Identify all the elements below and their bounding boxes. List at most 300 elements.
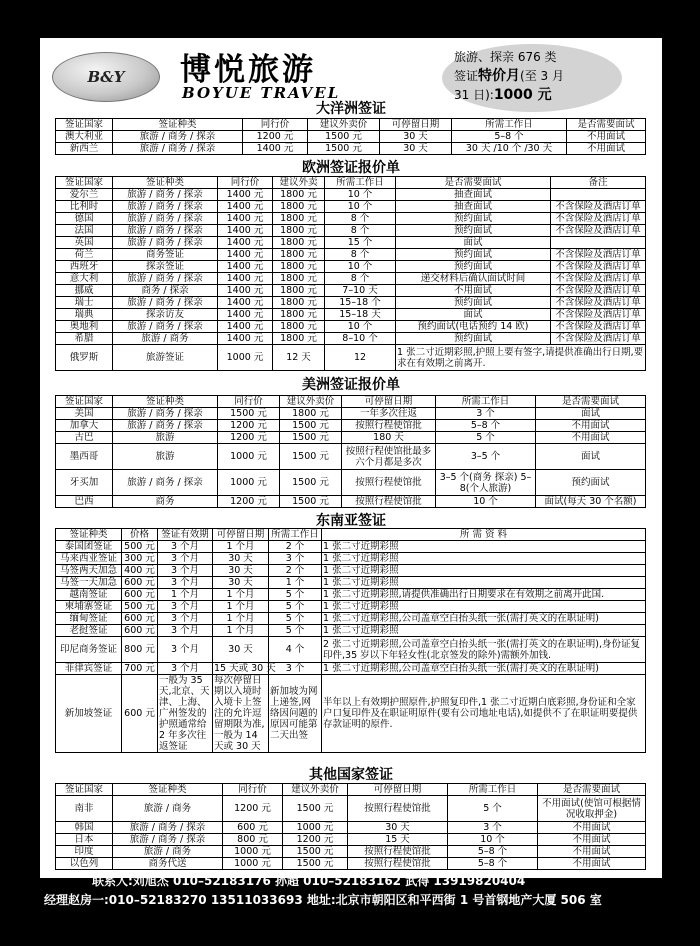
table-cell: 旅游 / 商务 / 探亲	[113, 201, 218, 213]
table-cell: 不用面试	[538, 834, 646, 846]
column-header: 建议外卖	[273, 177, 325, 189]
table-cell: 西班牙	[56, 261, 113, 273]
table-cell: 预约面试	[536, 470, 646, 496]
table-cell: 1400 元	[218, 321, 273, 333]
table-cell: 1 张二寸近期彩照	[322, 625, 646, 637]
table-cell: 马签一天加急	[56, 577, 122, 589]
table-cell: 30 天	[213, 553, 269, 565]
table-cell: 抽查面试	[396, 189, 551, 201]
table-cell: 1 个月	[213, 613, 269, 625]
table-cell: 8 个	[325, 273, 396, 285]
table-cell: 300 元	[122, 553, 158, 565]
table-row	[56, 496, 646, 508]
column-header: 签证国家	[56, 177, 113, 189]
table-header-row	[56, 529, 646, 541]
table-cell: 1800 元	[273, 285, 325, 297]
column-header: 可停留日期	[380, 119, 452, 131]
price-sheet	[40, 38, 662, 878]
table-cell: 1800 元	[273, 249, 325, 261]
table-cell: 美国	[56, 408, 113, 420]
table-row	[56, 249, 646, 261]
table-cell: 5–8 个	[436, 420, 536, 432]
america-table	[55, 395, 646, 508]
table-cell: 1200 元	[243, 131, 308, 143]
table-cell: 不含保险及酒店订单	[551, 297, 646, 309]
table-cell: 10 个	[436, 496, 536, 508]
table-cell: 1800 元	[273, 225, 325, 237]
table-cell: 15 个	[325, 237, 396, 249]
table-cell: 面试	[536, 444, 646, 470]
column-header: 签证国家	[56, 119, 113, 131]
table-cell: 不用面试	[396, 285, 551, 297]
table-cell: 1000 元	[283, 822, 348, 834]
table-cell: 瑞士	[56, 297, 113, 309]
table-cell: 700 元	[122, 663, 158, 675]
table-cell: 1 张二寸近期彩照,公司盖章空白抬头纸一张(需打英文的在职证明)	[322, 613, 646, 625]
table-cell: 按照行程使馆批	[342, 420, 436, 432]
table-cell: 按照行程使馆批	[342, 470, 436, 496]
table-row	[56, 565, 646, 577]
table-row	[56, 261, 646, 273]
europe-table	[55, 176, 646, 371]
table-cell: 8–10 个	[325, 333, 396, 345]
table-cell: 不用面试	[536, 432, 646, 444]
table-row	[56, 796, 646, 822]
table-cell: 不含保险及酒店订单	[551, 213, 646, 225]
table-cell: 1500 元	[280, 432, 342, 444]
table-cell: 2 张二寸近期彩照,公司盖章空白抬头纸一张(需打英文的在职证明),身份证复印件,35 岁以下年轻女性(北京签发的除外)需额外加钱.	[322, 637, 646, 663]
table-cell: 古巴	[56, 432, 113, 444]
column-header: 是否需要面试	[396, 177, 551, 189]
table-cell: 3 个月	[158, 577, 213, 589]
table-cell: 商务签证	[113, 249, 218, 261]
table-header-row	[56, 396, 646, 408]
table-cell: 600 元	[122, 675, 158, 753]
table-cell: 旅游 / 商务 / 探亲	[113, 470, 218, 496]
table-row	[56, 675, 646, 753]
table-row	[56, 225, 646, 237]
table-cell: 1500 元	[308, 143, 380, 155]
table-cell: 一般为 35 天,北京、天津、上海、广州签发的护照通常给 2 年多次往返签证	[158, 675, 213, 753]
table-cell: 荷兰	[56, 249, 113, 261]
table-cell: 牙买加	[56, 470, 113, 496]
table-cell: 探亲访友	[113, 309, 218, 321]
promo-bubble: 旅游、探亲 676 类 签证特价月(至 3 月 31 日):1000 元	[442, 44, 622, 112]
table-cell: 马来西亚签证	[56, 553, 122, 565]
table-cell: 10 个	[325, 321, 396, 333]
table-cell: 旅游 / 商务 / 探亲	[113, 321, 218, 333]
table-cell: 8 个	[325, 249, 396, 261]
table-cell: 1000 元	[218, 345, 273, 371]
section-title-europe: 欧洲签证报价单	[302, 160, 400, 176]
table-cell: 3 个	[448, 822, 538, 834]
table-row	[56, 822, 646, 834]
table-cell: 南非	[56, 796, 113, 822]
table-cell: 1800 元	[273, 189, 325, 201]
column-header: 可停留日期	[342, 396, 436, 408]
table-cell: 抽查面试	[396, 201, 551, 213]
table-cell: 1400 元	[218, 285, 273, 297]
table-row	[56, 858, 646, 870]
table-row	[56, 637, 646, 663]
table-cell: 半年以上有效期护照原件,护照复印件,1 张二寸近期白底彩照,身份证和全家户口复印件及在职证明原件(要有公司地址电话),如提供不了在职证明要提供存款证明的原件.	[322, 675, 646, 753]
table-cell: 不含保险及酒店订单	[551, 321, 646, 333]
table-cell: 旅游 / 商务 / 探亲	[113, 213, 218, 225]
table-cell: 1800 元	[273, 213, 325, 225]
table-cell: 7–10 天	[325, 285, 396, 297]
table-cell: 1800 元	[273, 261, 325, 273]
table-cell: 不用面试	[538, 846, 646, 858]
table-cell: 1800 元	[273, 201, 325, 213]
table-cell: 30 天	[380, 143, 452, 155]
table-cell: 旅游 / 商务 / 探亲	[113, 131, 243, 143]
table-cell: 马签两天加急	[56, 565, 122, 577]
table-cell: 新加坡为网上递签,网络因问题的原因可能第二天出签	[269, 675, 322, 753]
table-row	[56, 420, 646, 432]
table-cell: 旅游 / 商务 / 探亲	[113, 420, 218, 432]
table-cell: 按照行程使馆批	[348, 796, 448, 822]
table-cell: 旅游 / 商务 / 探亲	[113, 237, 218, 249]
table-cell: 1500 元	[283, 858, 348, 870]
table-cell: 俄罗斯	[56, 345, 113, 371]
table-cell: 30 天	[213, 565, 269, 577]
table-cell: 3 个月	[158, 613, 213, 625]
column-header: 签证国家	[56, 396, 113, 408]
table-cell: 不含保险及酒店订单	[551, 249, 646, 261]
table-row	[56, 131, 646, 143]
table-cell: 旅游 / 商务 / 探亲	[113, 408, 218, 420]
section-title-southeast-asia: 东南亚签证	[316, 513, 386, 529]
table-cell: 1400 元	[218, 225, 273, 237]
column-header: 是否需要面试	[536, 396, 646, 408]
table-cell: 3 个	[436, 408, 536, 420]
table-cell: 旅游签证	[113, 345, 218, 371]
table-row	[56, 143, 646, 155]
table-cell: 3 个	[269, 553, 322, 565]
table-row	[56, 201, 646, 213]
table-cell: 1200 元	[218, 432, 280, 444]
table-cell: 1 个月	[213, 589, 269, 601]
table-cell: 旅游 / 商务 / 探亲	[113, 822, 223, 834]
section-title-america: 美洲签证报价单	[302, 377, 400, 393]
table-cell: 旅游 / 商务 / 探亲	[113, 225, 218, 237]
table-cell: 3 个月	[158, 553, 213, 565]
table-cell: 旅游	[113, 432, 218, 444]
table-cell: 4 个	[269, 637, 322, 663]
table-cell: 面试(每天 30 个名额)	[536, 496, 646, 508]
table-cell: 旅游 / 商务 / 探亲	[113, 273, 218, 285]
table-row	[56, 613, 646, 625]
table-row	[56, 408, 646, 420]
table-cell: 不含保险及酒店订单	[551, 309, 646, 321]
column-header: 所需工作日	[452, 119, 567, 131]
table-cell: 递交材料后确认面试时间	[396, 273, 551, 285]
oceania-table	[55, 118, 646, 155]
column-header: 所需工作日	[448, 784, 538, 796]
table-row	[56, 432, 646, 444]
table-cell: 1 张二寸近期彩照,公司盖章空白抬头纸一张(需打英文的在职证明)	[322, 663, 646, 675]
table-cell: 1800 元	[273, 273, 325, 285]
table-cell: 30 天	[380, 131, 452, 143]
table-cell: 3 个月	[158, 663, 213, 675]
table-cell: 8 个	[325, 225, 396, 237]
table-cell: 1500 元	[280, 470, 342, 496]
column-header: 签证种类	[113, 396, 218, 408]
column-header: 备注	[551, 177, 646, 189]
table-cell: 1400 元	[218, 201, 273, 213]
table-cell: 1 张二寸近期彩照	[322, 541, 646, 553]
table-cell: 180 天	[342, 432, 436, 444]
table-cell: 10 个	[325, 201, 396, 213]
table-cell: 不用面试	[538, 822, 646, 834]
column-header: 是否需要面试	[567, 119, 646, 131]
table-cell: 澳大利亚	[56, 131, 113, 143]
table-cell: 以色列	[56, 858, 113, 870]
table-cell: 1500 元	[308, 131, 380, 143]
table-cell: 泰国团签证	[56, 541, 122, 553]
table-cell: 日本	[56, 834, 113, 846]
table-row	[56, 309, 646, 321]
column-header: 是否需要面试	[538, 784, 646, 796]
table-cell: 3–5 个	[436, 444, 536, 470]
table-cell: 1000 元	[218, 444, 280, 470]
column-header: 签证种类	[113, 119, 243, 131]
table-cell: 不用面试	[567, 143, 646, 155]
table-cell: 旅游 / 商务 / 探亲	[113, 297, 218, 309]
table-row	[56, 189, 646, 201]
table-row	[56, 625, 646, 637]
table-cell: 5–8 个	[448, 846, 538, 858]
table-cell: 预约面试	[396, 249, 551, 261]
table-row	[56, 237, 646, 249]
table-cell: 希腊	[56, 333, 113, 345]
table-cell: 预约面试(电话预约 14 欧)	[396, 321, 551, 333]
table-cell: 12 天	[273, 345, 325, 371]
brand-name-cn: 博悦旅游	[180, 52, 316, 88]
column-header: 同行价	[218, 177, 273, 189]
table-cell: 800 元	[122, 637, 158, 663]
table-cell: 5 个	[436, 432, 536, 444]
table-cell: 墨西哥	[56, 444, 113, 470]
table-cell: 比利时	[56, 201, 113, 213]
contact-line-1: 联系人:刘旭杰 010–52183176 孙超 010–52183162 武得 13919820404	[92, 874, 526, 888]
table-cell: 1500 元	[280, 496, 342, 508]
table-cell: 缅甸签证	[56, 613, 122, 625]
column-header: 价格	[122, 529, 158, 541]
table-cell: 不用面试(使馆可根据情况收取押金)	[538, 796, 646, 822]
table-cell: 1500 元	[283, 846, 348, 858]
table-cell: 1400 元	[243, 143, 308, 155]
table-cell: 预约面试	[396, 225, 551, 237]
table-cell: 1800 元	[280, 408, 342, 420]
table-cell: 1800 元	[273, 297, 325, 309]
table-cell: 30 天	[213, 577, 269, 589]
table-cell: 5 个	[269, 625, 322, 637]
section-title-oceania: 大洋洲签证	[316, 101, 386, 117]
table-cell: 一年多次往返	[342, 408, 436, 420]
table-cell: 商务代送	[113, 858, 223, 870]
table-cell: 3 个月	[158, 637, 213, 663]
table-row	[56, 273, 646, 285]
table-cell: 印度	[56, 846, 113, 858]
table-cell: 1400 元	[218, 261, 273, 273]
table-cell: 按照行程使馆批	[348, 858, 448, 870]
table-cell: 不含保险及酒店订单	[551, 201, 646, 213]
table-cell: 旅游 / 商务 / 探亲	[113, 189, 218, 201]
table-cell: 挪威	[56, 285, 113, 297]
table-cell: 1000 元	[223, 846, 283, 858]
table-row	[56, 470, 646, 496]
table-row	[56, 663, 646, 675]
table-row	[56, 553, 646, 565]
table-cell: 不用面试	[538, 858, 646, 870]
table-cell: 15 天或 30 天	[214, 663, 276, 674]
table-cell: 奥地利	[56, 321, 113, 333]
table-cell: 8 个	[325, 213, 396, 225]
table-cell: 1500 元	[218, 408, 280, 420]
table-cell	[551, 189, 646, 201]
table-cell: 1500 元	[283, 796, 348, 822]
table-cell: 意大利	[56, 273, 113, 285]
column-header: 同行价	[218, 396, 280, 408]
table-cell: 瑞典	[56, 309, 113, 321]
table-cell: 1400 元	[218, 213, 273, 225]
table-header-row	[56, 784, 646, 796]
table-cell: 3 个月	[158, 625, 213, 637]
table-cell: 1500 元	[280, 420, 342, 432]
column-header: 同行价	[243, 119, 308, 131]
column-header: 建议外卖价	[308, 119, 380, 131]
table-cell: 旅游 / 商务	[113, 333, 218, 345]
table-cell: 商务 / 探亲	[113, 285, 218, 297]
table-cell: 1800 元	[273, 321, 325, 333]
table-cell: 600 元	[122, 589, 158, 601]
table-cell: 预约面试	[396, 261, 551, 273]
table-cell: 新西兰	[56, 143, 113, 155]
table-row	[56, 589, 646, 601]
table-cell: 菲律宾签证	[56, 663, 122, 675]
table-cell: 3 个	[269, 663, 322, 675]
table-cell: 600 元	[122, 625, 158, 637]
table-cell: 1 张二寸近期彩照	[322, 553, 646, 565]
table-cell: 1000 元	[223, 858, 283, 870]
table-cell: 2 个	[269, 541, 322, 553]
table-cell: 1400 元	[218, 273, 273, 285]
table-cell: 1 张二寸近期彩照	[322, 577, 646, 589]
table-cell: 1200 元	[283, 834, 348, 846]
table-cell: 1400 元	[218, 189, 273, 201]
table-cell: 1400 元	[218, 309, 273, 321]
table-cell: 不用面试	[536, 420, 646, 432]
table-cell: 老挝签证	[56, 625, 122, 637]
table-row	[56, 444, 646, 470]
table-cell: 5 个	[448, 796, 538, 822]
table-cell: 不含保险及酒店订单	[551, 225, 646, 237]
column-header: 签证有效期	[158, 529, 213, 541]
column-header: 建议外卖价	[283, 784, 348, 796]
table-cell: 500 元	[122, 601, 158, 613]
table-cell: 1200 元	[223, 796, 283, 822]
column-header: 签证国家	[56, 784, 113, 796]
table-row	[56, 577, 646, 589]
table-cell: 10 个	[325, 261, 396, 273]
column-header: 建议外卖价	[280, 396, 342, 408]
table-cell: 1 张二寸近期彩照	[322, 565, 646, 577]
table-cell: 预约面试	[396, 213, 551, 225]
table-cell: 旅游 / 商务 / 探亲	[113, 834, 223, 846]
contact-footer	[40, 872, 662, 910]
table-cell: 商务	[113, 496, 218, 508]
table-header-row	[56, 177, 646, 189]
table-row	[56, 213, 646, 225]
table-cell: 巴西	[56, 496, 113, 508]
table-cell: 旅游 / 商务	[113, 796, 223, 822]
table-cell: 越南签证	[56, 589, 122, 601]
table-cell: 1 个月	[213, 541, 269, 553]
table-cell: 预约面试	[396, 297, 551, 309]
table-cell: 1400 元	[218, 237, 273, 249]
table-cell: 2 个	[269, 565, 322, 577]
column-header: 所需工作日	[436, 396, 536, 408]
table-cell: 500 元	[122, 541, 158, 553]
table-cell: 1 个月	[213, 625, 269, 637]
table-row	[56, 297, 646, 309]
table-cell: 旅游	[113, 444, 218, 470]
table-cell: 1 张二寸近期彩照	[322, 601, 646, 613]
table-cell: 面试	[396, 309, 551, 321]
table-cell: 3 个月	[158, 565, 213, 577]
table-cell: 1 张二寸近期彩照,护照上要有签字,请提供准确出行日期,要求在有效期之前离开.	[396, 345, 646, 371]
table-cell: 按照行程使馆批	[348, 846, 448, 858]
table-cell: 3 个月	[158, 601, 213, 613]
table-cell: 按照行程使馆批	[342, 496, 436, 508]
table-cell: 1400 元	[218, 333, 273, 345]
section-title-other: 其他国家签证	[309, 767, 393, 783]
table-cell: 1 张二寸近期彩照,请提供准确出行日期要求在有效期之前离开此国.	[322, 589, 646, 601]
table-cell: 1 个月	[213, 601, 269, 613]
column-header: 所 需 资 料	[322, 529, 646, 541]
table-cell: 旅游 / 商务 / 探亲	[113, 143, 243, 155]
column-header: 所需工作日	[325, 177, 396, 189]
table-cell: 探亲签证	[113, 261, 218, 273]
table-cell: 面试	[396, 237, 551, 249]
table-cell: 5–8 个	[448, 858, 538, 870]
table-cell: 柬埔寨签证	[56, 601, 122, 613]
table-cell: 不含保险及酒店订单	[551, 333, 646, 345]
table-cell: 不用面试	[567, 131, 646, 143]
table-cell: 10 个	[325, 189, 396, 201]
table-cell: 1800 元	[273, 333, 325, 345]
table-cell: 1 个	[269, 577, 322, 589]
table-cell: 600 元	[223, 822, 283, 834]
table-cell: 3–5 个(商务 探亲) 5–8(个人旅游)	[436, 470, 536, 496]
table-row	[56, 333, 646, 345]
table-cell: 1400 元	[218, 249, 273, 261]
table-cell: 不含保险及酒店订单	[551, 273, 646, 285]
column-header: 所需工作日	[269, 529, 322, 541]
table-cell: 1200 元	[218, 420, 280, 432]
table-cell: 800 元	[223, 834, 283, 846]
table-row	[56, 541, 646, 553]
table-cell: 面试	[536, 408, 646, 420]
table-cell: 400 元	[122, 565, 158, 577]
table-cell: 不含保险及酒店订单	[551, 285, 646, 297]
table-cell: 30 天	[213, 637, 269, 663]
table-row	[56, 846, 646, 858]
table-cell	[551, 237, 646, 249]
column-header: 签证种类	[113, 784, 223, 796]
table-cell: 加拿大	[56, 420, 113, 432]
